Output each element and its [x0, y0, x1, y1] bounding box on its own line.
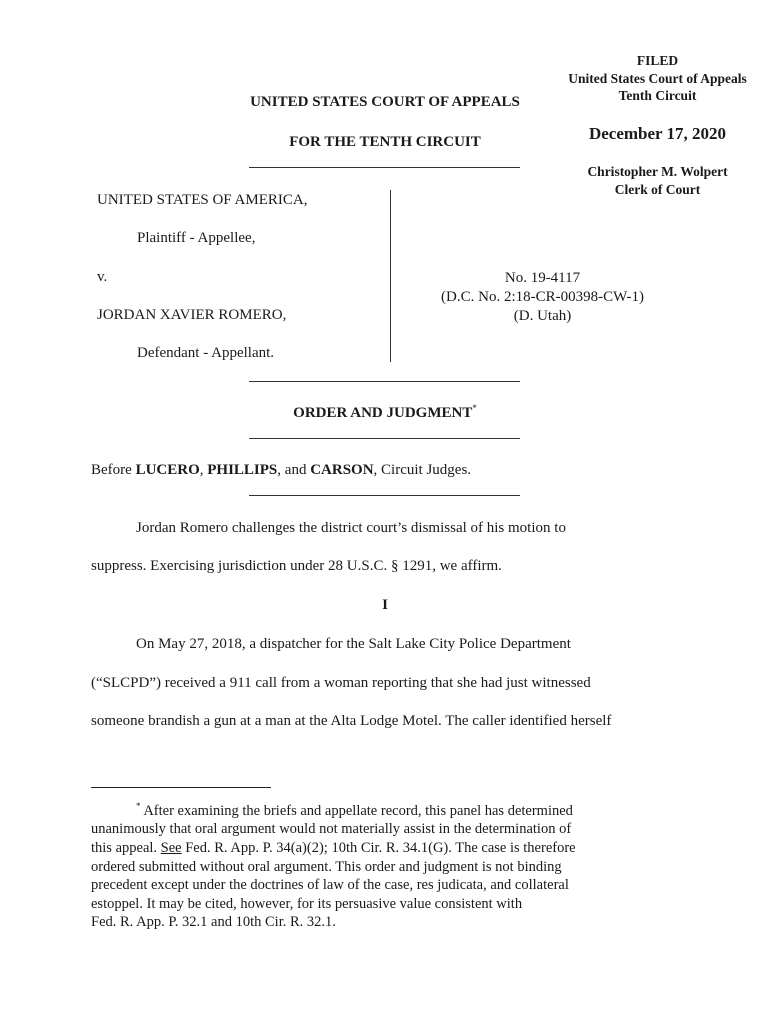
divider-caption	[249, 381, 520, 382]
versus: v.	[97, 269, 108, 285]
defendant-role: Defendant - Appellant.	[137, 345, 275, 361]
panel-suffix: , Circuit Judges.	[373, 462, 472, 478]
divider-panel	[249, 495, 520, 496]
footnote-line3	[91, 839, 711, 858]
panel-line	[91, 462, 471, 479]
para2-line2: (“SLCPD”) received a 911 call from a woman reporting that she had just witnessed	[91, 675, 591, 691]
district-court: (D. Utah)	[513, 308, 572, 324]
judge-phillips: PHILLIPS	[207, 462, 278, 478]
footnote-line7: Fed. R. App. P. 32.1 and 10th Cir. R. 32.1.	[91, 914, 336, 931]
para2-line1: On May 27, 2018, a dispatcher for the Salt Lake City Police Department	[136, 636, 571, 652]
footnote-separator	[91, 787, 271, 788]
clerk-title: Clerk of Court	[614, 181, 701, 197]
footnote-line3-post: Fed. R. App. P. 34(a)(2); 10th Cir. R. 34.1(G). The case is therefore	[181, 840, 576, 857]
divider-title	[249, 438, 520, 439]
footnote-see: See	[160, 840, 182, 857]
footnote-line1-text: After examining the briefs and appellate record, this panel has determined	[140, 802, 573, 819]
panel-sep1: ,	[199, 462, 208, 478]
footnote-line3-pre: this appeal.	[91, 840, 161, 857]
judge-carson: CARSON	[310, 462, 374, 478]
case-number: No. 19-4117	[504, 270, 581, 286]
filed-court: United States Court of Appeals	[568, 70, 747, 86]
court-name: UNITED STATES COURT OF APPEALS	[250, 94, 520, 110]
judge-lucero: LUCERO	[135, 462, 200, 478]
footnote-line6: estoppel. It may be cited, however, for its persuasive value consistent with	[91, 895, 523, 912]
district-case-number: (D.C. No. 2:18-CR-00398-CW-1)	[441, 289, 644, 305]
plaintiff-role: Plaintiff - Appellee,	[137, 230, 256, 246]
divider-top	[249, 167, 520, 168]
defendant-name: JORDAN XAVIER ROMERO,	[97, 307, 287, 323]
panel-sep2: , and	[277, 462, 311, 478]
footnote	[91, 797, 711, 932]
order-title-text: ORDER AND JUDGMENT	[293, 405, 473, 421]
order-title	[200, 403, 570, 422]
para2-line3: someone brandish a gun at a man at the Alta Lodge Motel. The caller identified herself	[91, 713, 612, 729]
section-heading: I	[382, 597, 388, 613]
clerk-name: Christopher M. Wolpert	[587, 164, 728, 179]
filed-label: FILED	[636, 53, 679, 68]
caption-vertical-rule	[390, 190, 391, 362]
para1-line2: suppress. Exercising jurisdiction under 28 U.S.C. § 1291, we affirm.	[91, 558, 502, 574]
para1-line1: Jordan Romero challenges the district court’s dismissal of his motion to	[136, 520, 566, 536]
footnote-mark: *	[472, 403, 477, 413]
filed-stamp	[545, 52, 770, 105]
footnote-line4: ordered submitted without oral argument. This order and judgment is not binding	[91, 858, 562, 875]
plaintiff-name: UNITED STATES OF AMERICA,	[97, 192, 308, 208]
footnote-marker: *	[136, 801, 141, 811]
case-numbers	[400, 269, 685, 326]
court-circuit: FOR THE TENTH CIRCUIT	[289, 134, 481, 150]
filed-circuit: Tenth Circuit	[618, 88, 697, 103]
filed-date: December 17, 2020	[588, 124, 727, 143]
footnote-line1	[91, 797, 711, 820]
clerk-block	[545, 163, 770, 198]
footnote-line2: unanimously that oral argument would not materially assist in the determination of	[91, 821, 572, 838]
footnote-line5: precedent except under the doctrines of law of the case, res judicata, and collateral	[91, 877, 569, 894]
panel-before: Before	[91, 462, 136, 478]
